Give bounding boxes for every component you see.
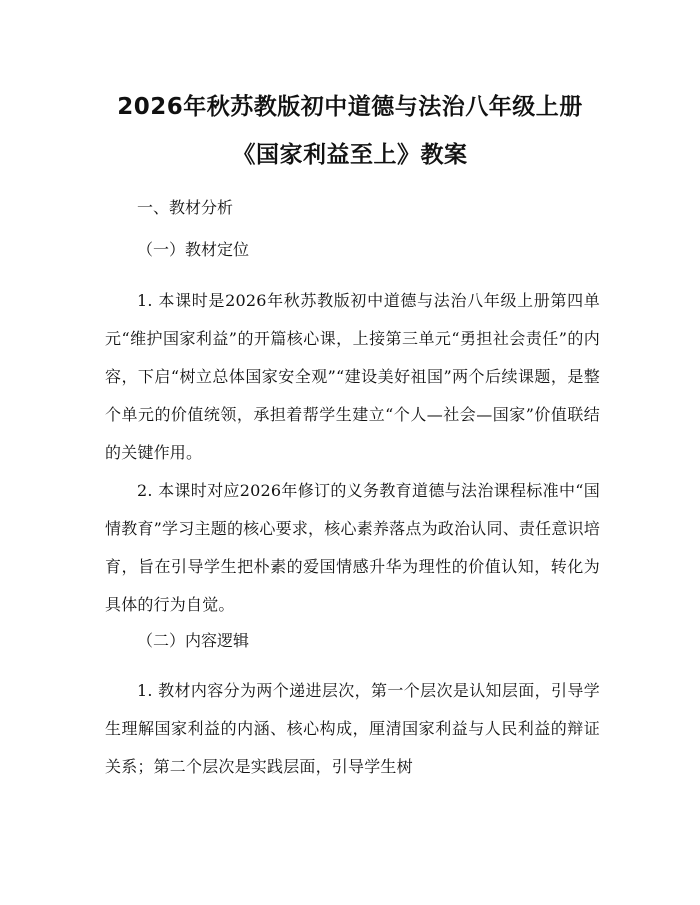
section-heading-teaching-material-analysis: 一、教材分析 — [137, 198, 234, 217]
paragraph-positioning-2: 2. 本课时对应2026年修订的义务教育道德与法治课程标准中“国情教育”学习主题的核心要求，核心素养落点为政治认同、责任意识培育，旨在引导学生把朴素的爱国情感升华为理性的价值认知，转化为具体的行为自觉。 — [105, 481, 600, 614]
paragraph-positioning-1: 1. 本课时是2026年秋苏教版初中道德与法治八年级上册第四单元“维护国家利益”的开篇核心课，上接第三单元“勇担社会责任”的内容，下启“树立总体国家安全观”“建设美好祖国”两个后续课题，是整个单元的价值统领，承担着帮学生建立“个人—社会—国家”价值联结的关键作用。 — [105, 291, 600, 462]
paragraph-content-logic-1: 1. 教材内容分为两个递进层次，第一个层次是认知层面，引导学生理解国家利益的内涵、核心构成，厘清国家利益与人民利益的辩证关系；第二个层次是实践层面，引导学生树 — [105, 681, 600, 776]
document-title-line-1: 2026年秋苏教版初中道德与法治八年级上册 — [117, 94, 583, 120]
subheading-material-positioning: （一）教材定位 — [137, 240, 250, 259]
subheading-content-logic: （二）内容逻辑 — [137, 631, 250, 650]
document-title-line-2: 《国家利益至上》教案 — [232, 142, 468, 168]
